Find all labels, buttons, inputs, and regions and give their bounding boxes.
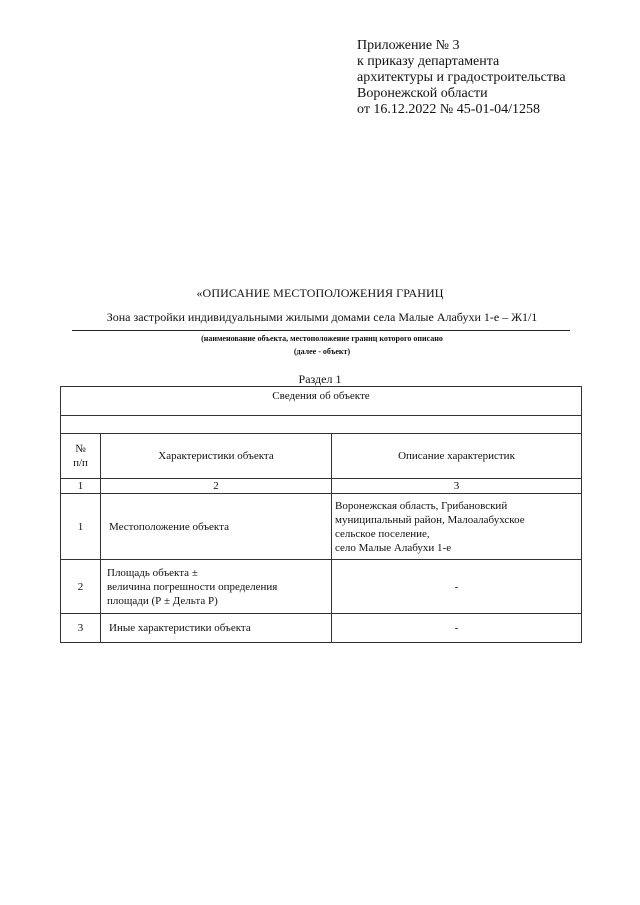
row-characteristic: Местоположение объекта [101,494,332,560]
row-description [332,494,582,560]
row-number: 1 [61,494,101,560]
row-characteristic: Иные характеристики объекта [101,614,332,643]
row-characteristic [101,560,332,614]
table-header-row [61,434,582,479]
row-number: 2 [61,560,101,614]
object-info-table [60,386,582,643]
description-line: муниципальный район, Малоалабухское [335,513,525,526]
table-spacer-cell [61,416,582,434]
table-row [61,614,582,643]
characteristic-line: площади (Р ± Дельта Р) [107,594,218,607]
header-characteristics: Характеристики объекта [101,434,332,479]
column-number: 3 [332,479,582,494]
appendix-header [357,38,566,118]
characteristic-line: величина погрешности определения [107,580,278,593]
description-line: село Малые Алабухи 1-е [335,541,452,554]
header-number-line: п/п [73,457,88,469]
object-name-note: (наименование объекта, местоположение границ которого описано [201,334,443,343]
appendix-line: архитектуры и градостроительства [357,70,566,85]
object-abbrev-note: (далее - объект) [293,347,351,356]
header-description: Описание характеристик [332,434,582,479]
section-label: Раздел 1 [298,372,342,386]
header-number-line: № [75,443,86,455]
row-description: - [332,614,582,643]
table-row [61,560,582,614]
appendix-line: к приказу департамента [357,54,500,69]
description-line: сельское поселение, [335,527,430,540]
table-caption: Сведения об объекте [61,387,582,416]
appendix-line: Воронежской области [357,86,488,101]
characteristic-line: Площадь объекта ± [107,566,198,579]
document-title: «ОПИСАНИЕ МЕСТОПОЛОЖЕНИЯ ГРАНИЦ [196,286,444,300]
column-number-row [61,479,582,494]
appendix-line: Приложение № 3 [357,38,460,53]
row-description: - [332,560,582,614]
appendix-line: от 16.12.2022 № 45-01-04/1258 [357,102,541,117]
object-name: Зона застройки индивидуальными жилыми домами села Малые Алабухи 1-е – Ж1/1 [106,310,538,324]
description-line: Воронежская область, Грибановский [335,499,508,512]
table-caption-row [61,387,582,416]
table-spacer-row [61,416,582,434]
header-number [61,434,101,479]
table-row [61,494,582,560]
row-number: 3 [61,614,101,643]
object-name-underline [72,330,570,331]
column-number: 2 [101,479,332,494]
column-number: 1 [61,479,101,494]
